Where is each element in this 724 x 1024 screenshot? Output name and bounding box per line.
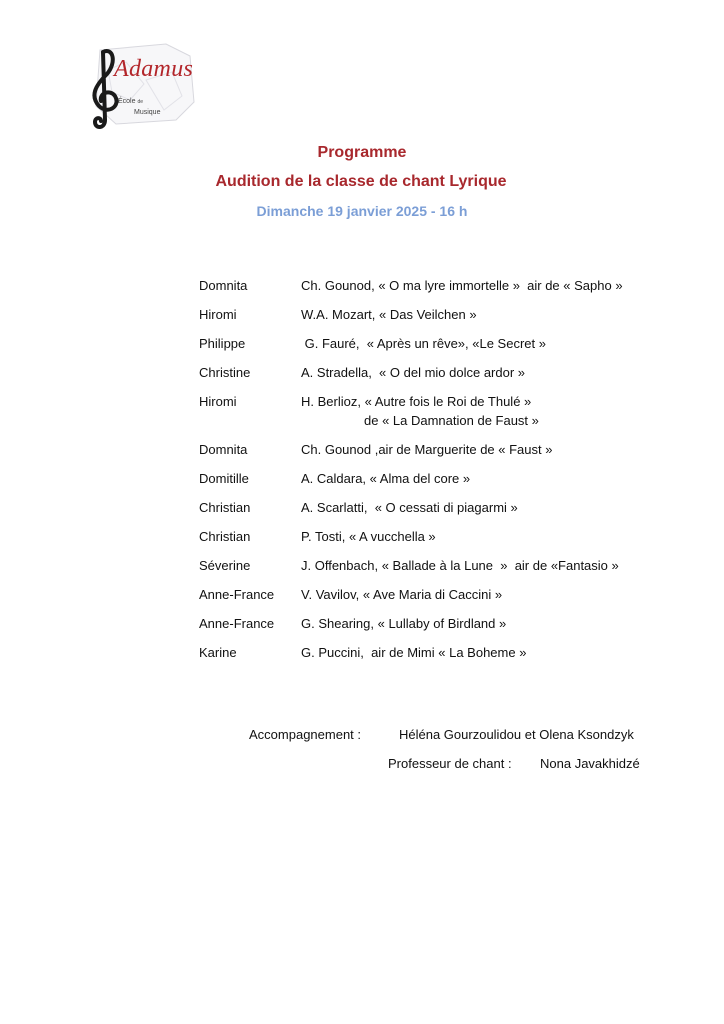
programme-row bbox=[199, 363, 659, 382]
programme-row bbox=[199, 643, 659, 662]
performer-name: Domnita bbox=[199, 278, 248, 293]
performer-name: Philippe bbox=[199, 336, 246, 351]
logo-subtitle-line2: Musique bbox=[134, 109, 161, 116]
programme-row bbox=[199, 614, 659, 633]
treble-clef-icon bbox=[86, 40, 198, 132]
performer-name: Domnita bbox=[199, 442, 248, 457]
programme-row bbox=[199, 527, 659, 546]
piece-title: G. Shearing, « Lullaby of Birdland » bbox=[301, 616, 507, 631]
accompaniment-label: Accompagnement : bbox=[249, 727, 362, 742]
programme-list bbox=[199, 276, 659, 672]
piece-title: V. Vavilov, « Ave Maria di Caccini » bbox=[301, 587, 503, 602]
piece-title: P. Tosti, « A vucchella » bbox=[301, 529, 436, 544]
programme-row bbox=[199, 498, 659, 517]
piece-title: Ch. Gounod, « O ma lyre immortelle » air de « Sapho » bbox=[301, 278, 623, 293]
logo-subtitle-line1: École de bbox=[118, 98, 144, 105]
performer-name: Christian bbox=[199, 500, 251, 515]
school-logo bbox=[86, 40, 198, 132]
piece-title: G. Puccini, air de Mimi « La Boheme » bbox=[301, 645, 527, 660]
piece-title: G. Fauré, « Après un rêve», «Le Secret » bbox=[301, 336, 546, 351]
programme-row bbox=[199, 556, 659, 575]
piece-title: H. Berlioz, « Autre fois le Roi de Thulé » bbox=[301, 394, 532, 409]
accompaniment-names: Héléna Gourzoulidou et Olena Ksondzyk bbox=[399, 727, 634, 742]
programme-row bbox=[199, 585, 659, 604]
teacher-name: Nona Javakhidzé bbox=[540, 756, 640, 771]
event-date: Dimanche 19 janvier 2025 - 16 h bbox=[256, 203, 468, 219]
piece-title: A. Scarlatti, « O cessati di piagarmi » bbox=[301, 500, 518, 515]
performer-name: Anne-France bbox=[199, 616, 275, 631]
performer-name: Christian bbox=[199, 529, 251, 544]
performer-name: Séverine bbox=[199, 558, 251, 573]
programme-row bbox=[199, 334, 659, 353]
performer-name: Hiromi bbox=[199, 307, 237, 322]
logo-name: Adamus bbox=[114, 56, 194, 82]
programme-row bbox=[199, 276, 659, 295]
programme-row bbox=[199, 392, 659, 430]
piece-title: A. Caldara, « Alma del core » bbox=[301, 471, 471, 486]
page-subtitle: Audition de la classe de chant Lyrique bbox=[215, 173, 507, 190]
piece-title-continued: de « La Damnation de Faust » bbox=[364, 413, 539, 428]
page-title: Programme bbox=[317, 144, 407, 161]
programme-row bbox=[199, 305, 659, 324]
performer-name: Hiromi bbox=[199, 394, 237, 409]
piece-title: A. Stradella, « O del mio dolce ardor » bbox=[301, 365, 526, 380]
performer-name: Domitille bbox=[199, 471, 249, 486]
piece-title: Ch. Gounod ,air de Marguerite de « Faust » bbox=[301, 442, 553, 457]
performer-name: Karine bbox=[199, 645, 237, 660]
programme-row bbox=[199, 469, 659, 488]
teacher-label: Professeur de chant : bbox=[388, 756, 512, 771]
piece-title: W.A. Mozart, « Das Veilchen » bbox=[301, 307, 477, 322]
performer-name: Christine bbox=[199, 365, 251, 380]
programme-row bbox=[199, 440, 659, 459]
piece-title: J. Offenbach, « Ballade à la Lune » air de «Fantasio » bbox=[301, 558, 619, 573]
performer-name: Anne-France bbox=[199, 587, 275, 602]
